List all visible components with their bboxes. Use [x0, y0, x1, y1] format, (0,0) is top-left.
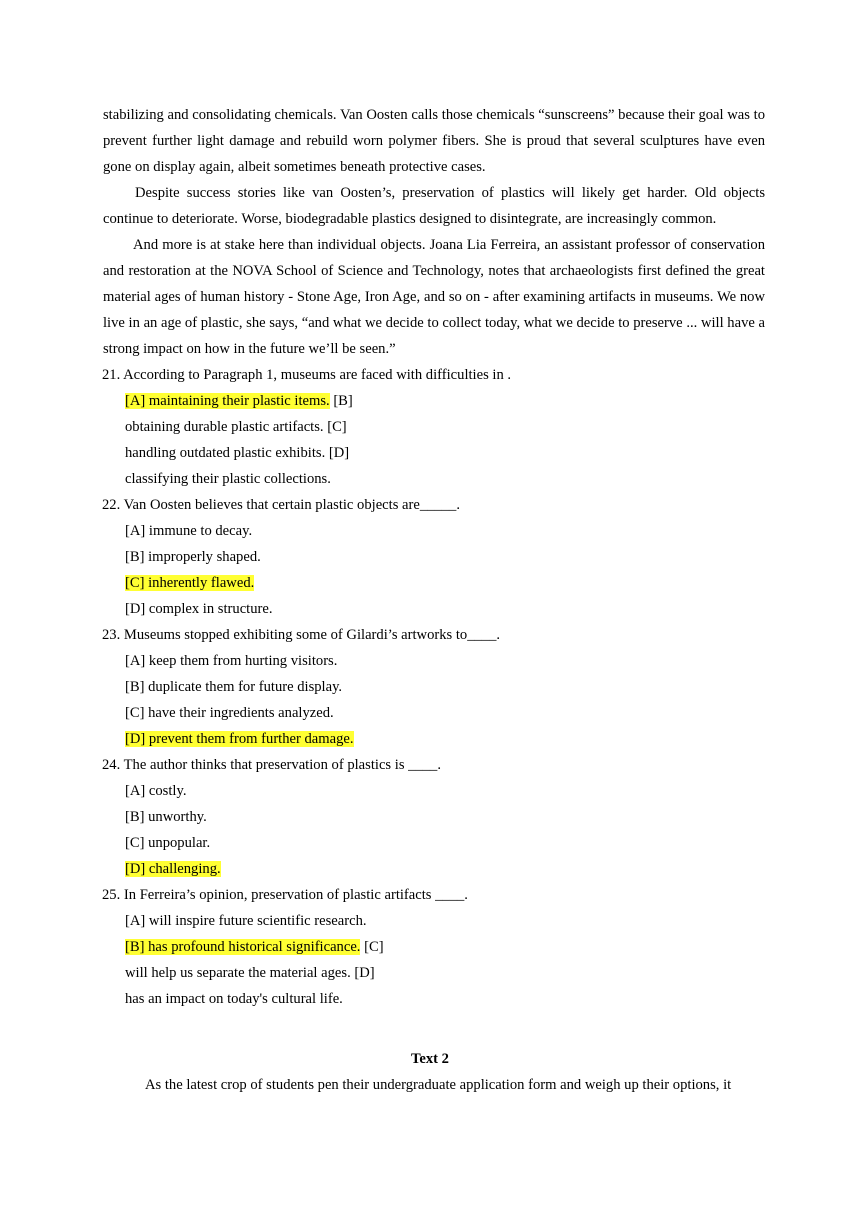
question-22-stem: 22. Van Oosten believes that certain plastic objects are_____.: [102, 497, 460, 513]
question-22-answer-highlight: [C] inherently flawed.: [125, 575, 255, 591]
question-23-option-a: [A] keep them from hurting visitors.: [125, 653, 338, 669]
question-list: [102, 362, 782, 1012]
question-25-option-d: has an impact on today's cultural life.: [125, 991, 343, 1007]
question-25-stem: 25. In Ferreira’s opinion, preservation of plastic artifacts ____.: [102, 887, 468, 903]
question-25-option-c: will help us separate the material ages. [D]: [125, 965, 375, 981]
question-25-answer-highlight: [B] has profound historical significance.: [125, 939, 361, 955]
question-24-option-c: [C] unpopular.: [125, 835, 211, 851]
question-21-marker-b: [B]: [329, 393, 353, 409]
question-24-stem: 24. The author thinks that preservation of plastics is ____.: [102, 757, 441, 773]
question-22-option-a: [A] immune to decay.: [125, 523, 253, 539]
question-23-stem: 23. Museums stopped exhibiting some of Gilardi’s artworks to____.: [102, 627, 501, 643]
question-21-option-b: obtaining durable plastic artifacts. [C]: [125, 419, 347, 435]
question-23-option-d-line: [102, 726, 782, 752]
question-21-stem: 21. According to Paragraph 1, museums are faced with difficulties in .: [102, 367, 512, 383]
question-25-option-a: [A] will inspire future scientific research.: [125, 913, 367, 929]
question-22-option-b: [B] improperly shaped.: [125, 549, 261, 565]
question-23-option-b: [B] duplicate them for future display.: [125, 679, 343, 695]
passage-paragraph-2: Despite success stories like van Oosten’s, preservation of plastics will likely get harder. Old objects continue to deteriorate. Worse, biodegradable plastics designed to disintegrate, are increasingly common.: [103, 185, 765, 227]
question-21-option-line: [102, 388, 782, 414]
text2-intro-line: As the latest crop of students pen their undergraduate application form and weigh up their options, it: [145, 1077, 732, 1093]
question-24-option-a: [A] costly.: [125, 783, 187, 799]
text2-heading: Text 2: [411, 1051, 449, 1067]
passage-paragraph-1: stabilizing and consolidating chemicals. Van Oosten calls those chemicals “sunscreens” because their goal was to prevent further light damage and rebuild worn polymer fibers. She is proud that several sculptures have even gone on display again, albeit sometimes beneath protective cases.: [103, 107, 765, 175]
question-24-option-d-line: [102, 856, 782, 882]
question-22-option-c-line: [102, 570, 782, 596]
passage-paragraph-3: And more is at stake here than individual objects. Joana Lia Ferreira, an assistant professor of conservation and restoration at the NOVA School of Science and Technology, notes that archaeologists first defined the great material ages of human history - Stone Age, Iron Age, and so on - after examining artifacts in museums. We now live in an age of plastic, she says, “and what we decide to collect today, what we decide to preserve ... will have a strong impact on how in the future we’ll be seen.”: [103, 237, 765, 357]
question-25-marker-c: [C]: [360, 939, 384, 955]
question-24-answer-highlight: [D] challenging.: [125, 861, 221, 877]
question-25-option-line: [102, 934, 782, 960]
question-24-option-b: [B] unworthy.: [125, 809, 207, 825]
question-22-option-d: [D] complex in structure.: [125, 601, 273, 617]
question-21-answer-highlight: [A] maintaining their plastic items.: [125, 393, 330, 409]
question-21-option-c: handling outdated plastic exhibits. [D]: [125, 445, 350, 461]
question-23-option-c: [C] have their ingredients analyzed.: [125, 705, 334, 721]
question-23-answer-highlight: [D] prevent them from further damage.: [125, 731, 354, 747]
question-21-option-d: classifying their plastic collections.: [125, 471, 331, 487]
